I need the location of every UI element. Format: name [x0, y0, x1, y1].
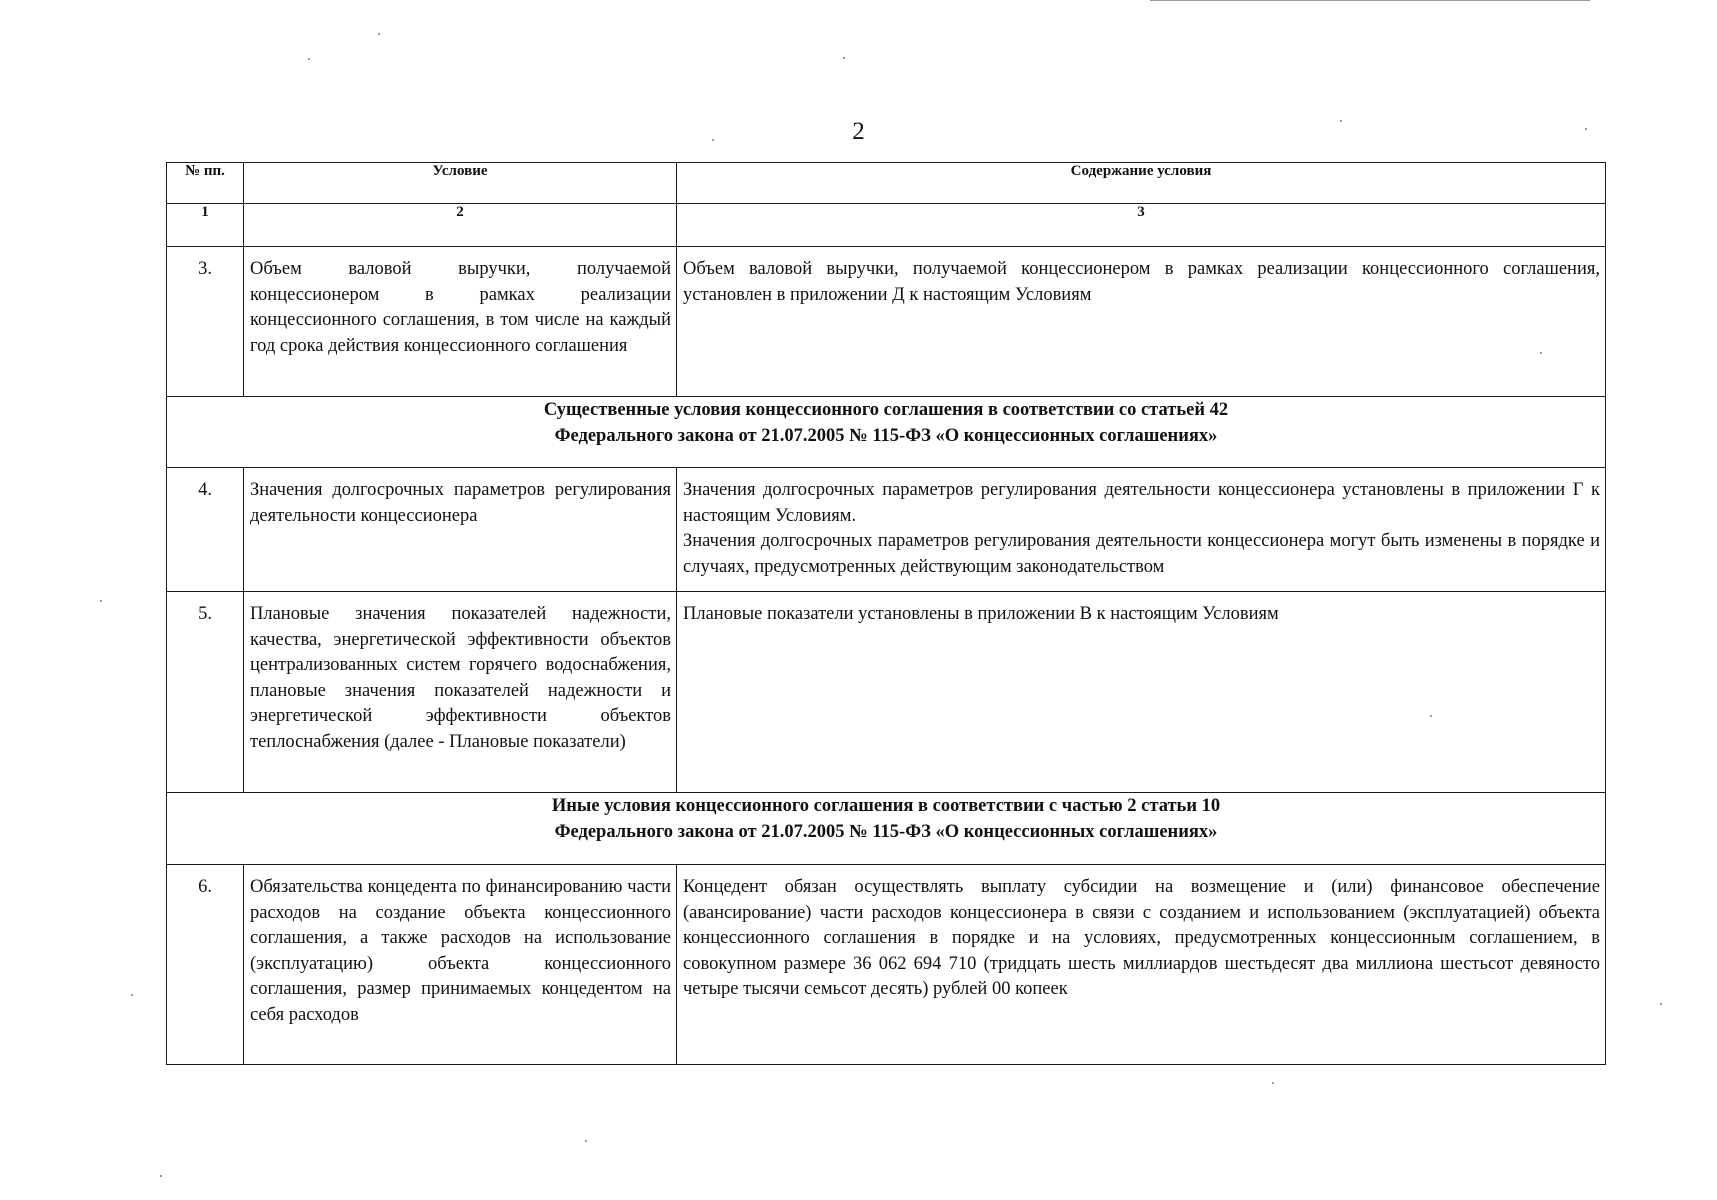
row-content-paragraph: Значения долгосрочных параметров регулирования деятельности концессионера могут быть изменены в порядке и случаях, предусмотренных действующим законодательством	[683, 531, 1600, 577]
column-index-1: 1	[167, 204, 244, 247]
scan-speck	[100, 600, 102, 602]
scan-speck	[1660, 1003, 1662, 1005]
section-heading	[167, 397, 1606, 468]
column-header-number: № пп.	[167, 163, 244, 204]
section-heading-line: Иные условия концессионного соглашения в соответствии с частью 2 статьи 10	[551, 796, 1221, 816]
row-number: 6.	[167, 865, 244, 1065]
scan-edge-line	[1150, 0, 1590, 1]
row-content	[677, 865, 1606, 1065]
scan-speck	[131, 994, 133, 996]
scan-speck	[1585, 128, 1587, 130]
row-content-paragraph: Объем валовой выручки, получаемой концессионером в рамках реализации концессионного соглашения, установлен в приложении Д к настоящим Условиям	[683, 259, 1600, 305]
page-number: 2	[852, 118, 865, 145]
row-number: 3.	[167, 247, 244, 397]
row-condition: Плановые значения показателей надежности, качества, энергетической эффективности объектов централизованных систем горячего водоснабжения, плановые значения показателей надежности и энергетической эффективности объектов теплоснабжения (далее - Плановые показатели)	[244, 592, 677, 793]
scan-speck	[1340, 120, 1342, 122]
row-condition: Объем валовой выручки, получаемой концессионером в рамках реализации концессионного соглашения, в том числе на каждый год срока действия концессионного соглашения	[244, 247, 677, 397]
scan-speck	[585, 1140, 587, 1142]
column-header-condition: Условие	[244, 163, 677, 204]
scan-speck	[1430, 715, 1432, 717]
table-row	[167, 592, 1606, 793]
scan-speck	[308, 58, 310, 60]
scan-speck	[1540, 352, 1542, 354]
section-heading-line: Федерального закона от 21.07.2005 № 115-ФЗ «О концессионных соглашениях»	[554, 426, 1218, 446]
section-heading	[167, 793, 1606, 865]
row-content-paragraph: Значения долгосрочных параметров регулирования деятельности концессионера установлены в приложении Г к настоящим Условиям.	[683, 480, 1600, 526]
column-header-content: Содержание условия	[677, 163, 1606, 204]
row-content	[677, 247, 1606, 397]
scan-speck	[712, 139, 714, 141]
table-row	[167, 865, 1606, 1065]
row-content	[677, 468, 1606, 592]
table-row	[167, 468, 1606, 592]
section-heading-row	[167, 793, 1606, 865]
conditions-table	[166, 162, 1606, 1065]
row-content-paragraph: Концедент обязан осуществлять выплату субсидии на возмещение и (или) финансовое обеспечение (авансирование) части расходов концессионера в связи с созданием и использованием (эксплуатацией) объекта концессионного соглашения в порядке и на условиях, предусмотренных концессионным соглашением, в совокупном размере 36 062 694 710 (тридцать шесть миллиардов шестьдесят два миллиона шестьсот девяносто четыре тысячи семьсот десять) рублей 00 копеек	[683, 877, 1600, 999]
column-index-3: 3	[677, 204, 1606, 247]
column-index-row	[167, 204, 1606, 247]
table-header-row	[167, 163, 1606, 204]
scan-speck	[1272, 1082, 1274, 1084]
scan-speck	[843, 57, 845, 59]
section-heading-line: Существенные условия концессионного соглашения в соответствии со статьей 42	[543, 400, 1229, 420]
row-number: 4.	[167, 468, 244, 592]
row-condition: Обязательства концедента по финансированию части расходов на создание объекта концессионного соглашения, а также расходов на использование (эксплуатацию) объекта концессионного соглашения, размер принимаемых концедентом на себя расходов	[244, 865, 677, 1065]
column-index-2: 2	[244, 204, 677, 247]
row-condition: Значения долгосрочных параметров регулирования деятельности концессионера	[244, 468, 677, 592]
row-number: 5.	[167, 592, 244, 793]
section-heading-row	[167, 397, 1606, 468]
scan-speck	[160, 1175, 162, 1177]
section-heading-line: Федерального закона от 21.07.2005 № 115-ФЗ «О концессионных соглашениях»	[554, 822, 1218, 842]
table-row	[167, 247, 1606, 397]
row-content-paragraph: Плановые показатели установлены в приложении В к настоящим Условиям	[683, 604, 1279, 624]
row-content	[677, 592, 1606, 793]
scan-speck	[378, 33, 380, 35]
